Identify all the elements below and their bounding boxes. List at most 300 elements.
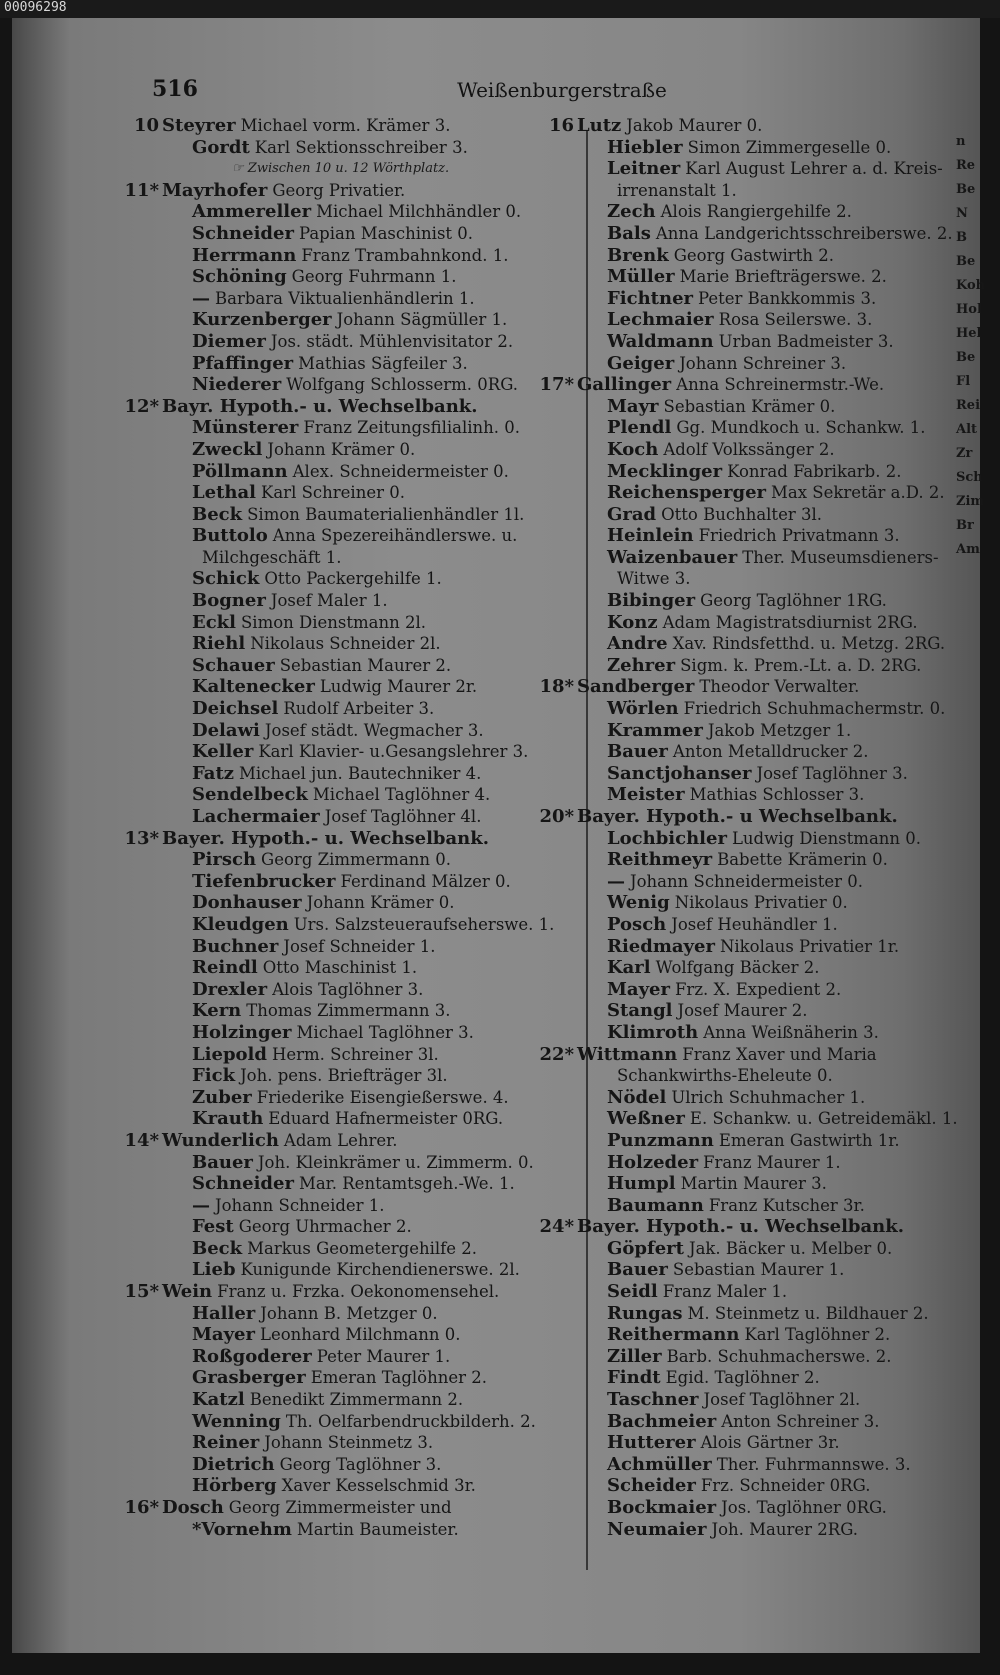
resident-details: Jakob Maurer 0. bbox=[626, 116, 763, 135]
directory-entry bbox=[577, 1108, 967, 1130]
resident-details: Michael Taglöhner 3. bbox=[296, 1022, 474, 1042]
directory-entry bbox=[577, 288, 967, 310]
edge-fragment: Zr bbox=[956, 446, 973, 461]
resident-details: Michael Milchhändler 0. bbox=[316, 202, 522, 222]
resident-name: Drexler bbox=[192, 978, 268, 1000]
directory-entry bbox=[124, 1281, 552, 1303]
edge-fragment: Rei bbox=[956, 398, 981, 413]
resident-name: Niederer bbox=[192, 374, 282, 396]
resident-name: Bals bbox=[607, 222, 651, 244]
scan-top-strip bbox=[0, 0, 1000, 18]
house-number: 16* bbox=[124, 1497, 159, 1518]
resident-details: Frz. Schneider 0RG. bbox=[700, 1476, 871, 1496]
resident-details: Simon Dienstmann 2l. bbox=[241, 612, 427, 632]
resident-details: Egid. Taglöhner 2. bbox=[665, 1368, 820, 1388]
directory-entry bbox=[577, 158, 967, 180]
resident-name: Humpl bbox=[607, 1173, 676, 1195]
directory-entry bbox=[577, 1130, 967, 1152]
resident-details: Urs. Salzsteueraufseherswe. 1. bbox=[293, 914, 555, 934]
resident-name: Stangl bbox=[607, 1000, 673, 1022]
resident-name: Pöllmann bbox=[192, 460, 288, 482]
resident-details: Anton Schreiner 3. bbox=[721, 1411, 880, 1431]
directory-entry bbox=[162, 1303, 552, 1325]
directory-entry bbox=[162, 849, 552, 871]
resident-details: Mathias Schlosser 3. bbox=[689, 785, 865, 805]
resident-name: Hutterer bbox=[607, 1432, 696, 1454]
directory-entry bbox=[162, 525, 552, 547]
resident-details: Simon Zimmergeselle 0. bbox=[687, 137, 892, 157]
resident-name: Pfaffinger bbox=[192, 352, 294, 374]
resident-name: Hörberg bbox=[192, 1475, 277, 1497]
resident-details: Franz Maurer 1. bbox=[703, 1152, 841, 1172]
resident-details: Nikolaus Privatier 1r. bbox=[719, 936, 900, 956]
directory-entry bbox=[577, 612, 967, 634]
directory-entry bbox=[162, 655, 552, 677]
resident-name: — bbox=[192, 1194, 210, 1216]
resident-name: — bbox=[607, 870, 625, 892]
resident-details: Nikolaus Schneider 2l. bbox=[250, 634, 441, 654]
directory-entry bbox=[577, 1367, 967, 1389]
resident-name: Reithermann bbox=[607, 1324, 740, 1346]
resident-details: M. Steinmetz u. Bildhauer 2. bbox=[687, 1303, 929, 1323]
resident-name: Deichsel bbox=[192, 698, 279, 720]
resident-name: Diemer bbox=[192, 330, 266, 352]
house-number: 17* bbox=[539, 374, 574, 396]
resident-details: Papian Maschinist 0. bbox=[298, 223, 474, 243]
resident-name: Münsterer bbox=[192, 417, 299, 439]
resident-details: Karl Taglöhner 2. bbox=[744, 1325, 891, 1345]
directory-entry bbox=[162, 1519, 552, 1541]
resident-name: Fest bbox=[192, 1216, 234, 1238]
resident-name: Brenk bbox=[607, 244, 669, 266]
directory-entry bbox=[577, 914, 967, 936]
edge-fragment: Am bbox=[956, 542, 980, 557]
resident-name: Nödel bbox=[607, 1086, 667, 1108]
resident-name: Sandberger bbox=[577, 676, 695, 698]
resident-details: Markus Geometergehilfe 2. bbox=[247, 1238, 478, 1258]
resident-details: Georg Fuhrmann 1. bbox=[291, 267, 457, 287]
page-number: 516 bbox=[152, 76, 198, 102]
directory-entry bbox=[162, 1173, 552, 1195]
directory-entry bbox=[162, 245, 552, 267]
resident-name: Ziller bbox=[607, 1345, 662, 1367]
resident-name: Wein bbox=[162, 1281, 213, 1303]
directory-entry bbox=[577, 1195, 967, 1217]
resident-name: Bibinger bbox=[607, 590, 696, 612]
directory-entry bbox=[577, 1022, 967, 1044]
directory-entry bbox=[162, 720, 552, 742]
resident-details: Friederike Eisengießerswe. 4. bbox=[256, 1087, 509, 1107]
resident-name: Bogner bbox=[192, 590, 266, 612]
resident-name: Waldmann bbox=[607, 330, 714, 352]
directory-entry bbox=[162, 1259, 552, 1281]
resident-name: Ammereller bbox=[192, 201, 312, 223]
resident-details: Franz Kutscher 3r. bbox=[708, 1195, 865, 1215]
resident-details: Franz Trambahnkond. 1. bbox=[301, 245, 509, 265]
resident-name: — bbox=[192, 287, 210, 309]
resident-details: Thomas Zimmermann 3. bbox=[246, 1001, 451, 1021]
resident-details: Otto Buchhalter 3l. bbox=[661, 504, 822, 524]
resident-details: Georg Uhrmacher 2. bbox=[238, 1217, 412, 1237]
house-number: 13* bbox=[124, 827, 159, 849]
directory-entry bbox=[577, 763, 967, 785]
resident-details: Adam Lehrer. bbox=[283, 1130, 398, 1150]
resident-details: Josef Taglöhner 3. bbox=[756, 763, 908, 783]
resident-details: Josef Taglöhner 4l. bbox=[324, 807, 482, 826]
resident-details: Josef städt. Wegmacher 3. bbox=[264, 720, 484, 740]
resident-details: Josef Schneider 1. bbox=[283, 936, 436, 956]
resident-details: Anna Landgerichtsschreiberswe. 2. bbox=[655, 223, 953, 243]
directory-entry bbox=[162, 633, 552, 655]
resident-details: Jos. Taglöhner 0RG. bbox=[721, 1498, 887, 1517]
edge-fragment: Re bbox=[956, 158, 976, 173]
directory-entry bbox=[577, 439, 967, 461]
directory-entry bbox=[162, 439, 552, 461]
resident-name: Schauer bbox=[192, 654, 275, 676]
right-column bbox=[539, 115, 967, 1540]
directory-entry bbox=[162, 806, 552, 828]
directory-entry bbox=[577, 1346, 967, 1368]
directory-entry bbox=[162, 957, 552, 979]
entry-continuation: Milchgeschäft 1. bbox=[202, 547, 342, 567]
entry-continuation: irrenanstalt 1. bbox=[617, 180, 737, 200]
directory-entry bbox=[577, 461, 967, 483]
resident-name: Mecklinger bbox=[607, 460, 723, 482]
resident-name: Bayer. Hypoth.- u. Wechselbank. bbox=[577, 1216, 904, 1238]
directory-entry bbox=[162, 979, 552, 1001]
resident-details: Ther. Fuhrmannswe. 3. bbox=[716, 1454, 911, 1474]
resident-details: Frz. X. Expedient 2. bbox=[674, 979, 842, 999]
resident-details: Anna Weißnäherin 3. bbox=[703, 1022, 879, 1042]
edge-fragment: Koh bbox=[956, 278, 986, 293]
directory-entry bbox=[539, 806, 967, 828]
house-number: 24* bbox=[539, 1216, 574, 1238]
street-note: ☞ Zwischen 10 u. 12 Wörthplatz. bbox=[232, 161, 450, 177]
resident-name: Neumaier bbox=[607, 1518, 707, 1540]
directory-entry bbox=[162, 223, 552, 245]
resident-name: Mayrhofer bbox=[162, 179, 268, 201]
resident-name: Achmüller bbox=[607, 1453, 712, 1475]
resident-details: Anna Schreinermstr.-We. bbox=[676, 375, 885, 395]
resident-details: Wolfgang Bäcker 2. bbox=[655, 958, 820, 978]
resident-details: Georg Zimmermeister und bbox=[228, 1498, 452, 1517]
house-number: 18* bbox=[539, 676, 574, 698]
resident-name: Wenning bbox=[192, 1410, 281, 1432]
directory-entry bbox=[162, 331, 552, 353]
resident-details: Rudolf Arbeiter 3. bbox=[283, 699, 435, 719]
resident-name: Holzeder bbox=[607, 1151, 699, 1173]
resident-name: Heinlein bbox=[607, 525, 694, 547]
directory-entry bbox=[577, 655, 967, 677]
resident-details: Ludwig Maurer 2r. bbox=[319, 677, 478, 697]
directory-entry bbox=[577, 1454, 967, 1476]
running-head: Weißenburgerstraße bbox=[457, 78, 667, 102]
resident-details: Karl Sektionsschreiber 3. bbox=[254, 137, 468, 157]
directory-entry bbox=[577, 137, 967, 159]
resident-details: Joh. pens. Briefträger 3l. bbox=[240, 1066, 448, 1086]
directory-entry bbox=[162, 676, 552, 698]
resident-name: Seidl bbox=[607, 1281, 658, 1303]
book-page bbox=[12, 18, 986, 1653]
edge-fragment: Br bbox=[956, 518, 974, 533]
resident-name: Leitner bbox=[607, 158, 681, 180]
resident-name: Punzmann bbox=[607, 1129, 714, 1151]
resident-details: Babette Krämerin 0. bbox=[717, 850, 888, 870]
resident-details: Konrad Fabrikarb. 2. bbox=[727, 461, 902, 481]
house-number: 14* bbox=[124, 1129, 159, 1151]
resident-details: Johann B. Metzger 0. bbox=[260, 1303, 438, 1323]
resident-details: Kunigunde Kirchendienerswe. 2l. bbox=[240, 1260, 520, 1280]
directory-entry bbox=[577, 1497, 967, 1519]
resident-details: Emeran Gastwirth 1r. bbox=[718, 1130, 900, 1150]
left-column bbox=[124, 115, 555, 1540]
directory-entry bbox=[124, 827, 552, 850]
directory-entry bbox=[162, 504, 552, 526]
resident-details: Marie Briefträgerswe. 2. bbox=[679, 267, 887, 287]
directory-entry bbox=[577, 331, 967, 353]
resident-details: Josef Maler 1. bbox=[270, 591, 388, 611]
directory-entry bbox=[124, 395, 552, 418]
resident-details: Sebastian Krämer 0. bbox=[663, 396, 836, 416]
resident-name: Haller bbox=[192, 1302, 256, 1324]
resident-name: Bachmeier bbox=[607, 1410, 717, 1432]
directory-entry bbox=[577, 784, 967, 806]
resident-details: Th. Oelfarbendruckbilderh. 2. bbox=[285, 1411, 536, 1431]
resident-name: Beck bbox=[192, 503, 243, 525]
resident-details: Adolf Volkssänger 2. bbox=[663, 439, 835, 459]
resident-name: Gallinger bbox=[577, 374, 672, 396]
resident-name: Gordt bbox=[192, 136, 250, 158]
resident-details: Anton Metalldrucker 2. bbox=[672, 742, 869, 762]
resident-details: Ulrich Schuhmacher 1. bbox=[671, 1087, 866, 1107]
directory-entry bbox=[577, 309, 967, 331]
resident-name: Waizenbauer bbox=[607, 546, 738, 568]
directory-entry bbox=[577, 720, 967, 742]
house-number: 16 bbox=[548, 115, 574, 136]
directory-entry bbox=[162, 871, 552, 893]
directory-entry bbox=[577, 504, 967, 526]
resident-name: Grad bbox=[607, 503, 657, 525]
resident-details: Michael jun. Bautechniker 4. bbox=[239, 763, 482, 783]
directory-entry bbox=[162, 612, 552, 634]
resident-name: Delawi bbox=[192, 719, 260, 741]
resident-name: Mayr bbox=[607, 395, 659, 417]
directory-entry bbox=[162, 374, 552, 396]
directory-entry bbox=[577, 1173, 967, 1195]
directory-entry bbox=[162, 1324, 552, 1346]
resident-details: Josef Heuhändler 1. bbox=[671, 914, 838, 934]
resident-details: Johann Krämer 0. bbox=[267, 439, 416, 459]
directory-entry bbox=[162, 201, 552, 223]
resident-details: Sebastian Maurer 1. bbox=[672, 1260, 845, 1280]
resident-name: Krauth bbox=[192, 1108, 264, 1130]
directory-entry bbox=[162, 892, 552, 914]
resident-details: Johann Krämer 0. bbox=[306, 893, 455, 913]
resident-details: Herm. Schreiner 3l. bbox=[271, 1044, 439, 1064]
directory-entry bbox=[133, 115, 552, 137]
directory-entry bbox=[577, 1152, 967, 1174]
directory-entry bbox=[162, 568, 552, 590]
directory-entry bbox=[162, 1411, 552, 1433]
directory-entry bbox=[539, 1043, 967, 1066]
resident-details: Michael vorm. Krämer 3. bbox=[240, 116, 451, 135]
house-number: 11* bbox=[124, 179, 159, 201]
resident-details: Franz Xaver und Maria bbox=[682, 1044, 877, 1064]
directory-entry bbox=[548, 115, 967, 137]
resident-name: Kern bbox=[192, 1000, 242, 1022]
directory-entry bbox=[577, 201, 967, 223]
entry-continuation: Witwe 3. bbox=[617, 569, 691, 589]
resident-details: Karl Schreiner 0. bbox=[261, 483, 405, 503]
directory-entry bbox=[577, 1519, 967, 1541]
directory-entry bbox=[577, 1000, 967, 1022]
resident-details: Karl Klavier- u.Gesangslehrer 3. bbox=[258, 742, 529, 762]
resident-details: Georg Taglöhner 3. bbox=[279, 1454, 442, 1474]
house-number: 12* bbox=[124, 395, 159, 417]
resident-details: Joh. Maurer 2RG. bbox=[711, 1519, 859, 1539]
directory-entry bbox=[124, 1497, 552, 1519]
directory-entry bbox=[162, 1152, 552, 1174]
resident-details: Eduard Hafnermeister 0RG. bbox=[268, 1109, 504, 1129]
resident-name: Müller bbox=[607, 266, 675, 288]
resident-name: Lieb bbox=[192, 1259, 236, 1281]
resident-name: Dietrich bbox=[192, 1453, 275, 1475]
resident-details: Xaver Kesselschmid 3r. bbox=[281, 1476, 476, 1496]
directory-entry bbox=[577, 1281, 967, 1303]
directory-entry bbox=[162, 1195, 552, 1217]
directory-entry bbox=[162, 309, 552, 331]
directory-entry bbox=[162, 417, 552, 439]
resident-name: Wunderlich bbox=[162, 1129, 279, 1151]
directory-entry bbox=[162, 1389, 552, 1411]
resident-name: Konz bbox=[607, 611, 658, 633]
resident-name: Scheider bbox=[607, 1475, 696, 1497]
resident-details: Peter Bankkommis 3. bbox=[698, 288, 877, 308]
resident-name: Karl bbox=[607, 957, 651, 979]
directory-entry bbox=[577, 871, 967, 893]
resident-name: Plendl bbox=[607, 417, 672, 439]
resident-name: Steyrer bbox=[162, 115, 236, 136]
resident-details: Joh. Kleinkrämer u. Zimmerm. 0. bbox=[257, 1152, 534, 1172]
directory-entry bbox=[577, 1087, 967, 1109]
resident-name: Schneider bbox=[192, 1173, 294, 1195]
resident-details: Jakob Metzger 1. bbox=[707, 720, 852, 740]
resident-name: Mayer bbox=[607, 978, 670, 1000]
resident-details: Franz Zeitungsfilialinh. 0. bbox=[303, 418, 521, 438]
resident-name: Schneider bbox=[192, 222, 294, 244]
resident-name: Wittmann bbox=[577, 1043, 678, 1065]
resident-details: E. Schankw. u. Getreidemäkl. 1. bbox=[689, 1109, 958, 1129]
directory-entry bbox=[577, 482, 967, 504]
resident-details: Johann Steinmetz 3. bbox=[264, 1433, 434, 1453]
resident-name: Lechmaier bbox=[607, 309, 714, 331]
resident-details: Urban Badmeister 3. bbox=[718, 331, 894, 351]
resident-name: Beck bbox=[192, 1237, 243, 1259]
entry-continuation: Schankwirths-Eheleute 0. bbox=[617, 1066, 833, 1086]
resident-name: Riehl bbox=[192, 633, 246, 655]
directory-entry bbox=[124, 179, 552, 202]
directory-entry bbox=[162, 1475, 552, 1497]
directory-entry bbox=[577, 353, 967, 375]
directory-entry bbox=[577, 849, 967, 871]
resident-details: Theodor Verwalter. bbox=[699, 677, 860, 697]
directory-entry bbox=[577, 1324, 967, 1346]
resident-name: Eckl bbox=[192, 611, 236, 633]
directory-entry bbox=[577, 525, 967, 547]
resident-name: Pirsch bbox=[192, 849, 257, 871]
resident-details: Johann Schneider 1. bbox=[215, 1195, 385, 1215]
directory-entry bbox=[162, 1454, 552, 1476]
resident-name: Bockmaier bbox=[607, 1497, 717, 1518]
directory-entry bbox=[162, 936, 552, 958]
resident-details: Wolfgang Schlosserm. 0RG. bbox=[286, 375, 519, 395]
resident-name: Katzl bbox=[192, 1389, 245, 1411]
resident-name: Mayer bbox=[192, 1324, 255, 1346]
house-number: 10 bbox=[133, 115, 159, 136]
resident-name: Reichensperger bbox=[607, 482, 767, 504]
resident-details: Friedrich Schuhmachermstr. 0. bbox=[683, 699, 946, 719]
directory-entry bbox=[577, 698, 967, 720]
resident-name: Wenig bbox=[607, 892, 670, 914]
resident-details: Georg Zimmermann 0. bbox=[261, 850, 452, 870]
resident-details: Simon Baumaterialienhändler 1l. bbox=[247, 504, 525, 524]
resident-name: Bayer. Hypoth.- u. Wechselbank. bbox=[162, 827, 489, 849]
directory-entry bbox=[162, 1022, 552, 1044]
edge-fragment: Fl bbox=[956, 374, 971, 389]
directory-entry bbox=[162, 913, 555, 936]
directory-entry bbox=[162, 266, 552, 288]
resident-details: Ludwig Dienstmann 0. bbox=[731, 828, 922, 848]
directory-entry bbox=[577, 936, 967, 958]
directory-entry bbox=[577, 417, 967, 439]
resident-name: Zehrer bbox=[607, 654, 676, 676]
resident-details: Georg Gastwirth 2. bbox=[673, 245, 834, 265]
resident-name: Koch bbox=[607, 438, 659, 460]
directory-entry bbox=[162, 741, 552, 763]
directory-entry bbox=[577, 1303, 967, 1325]
resident-details: Karl August Lehrer a. d. Kreis- bbox=[685, 159, 943, 179]
scan-id: 00096298 bbox=[4, 0, 67, 15]
edge-fragment: Be bbox=[956, 254, 976, 269]
directory-entry bbox=[124, 1129, 552, 1152]
resident-details: Friedrich Privatmann 3. bbox=[698, 526, 900, 546]
directory-entry bbox=[577, 223, 967, 245]
directory-entry bbox=[162, 1238, 552, 1260]
edge-fragment: Sch bbox=[956, 470, 983, 485]
directory-entry bbox=[162, 1044, 552, 1066]
resident-details: Johann Sägmüller 1. bbox=[336, 310, 508, 330]
resident-name: Bauer bbox=[607, 1259, 668, 1281]
resident-name: Lutz bbox=[577, 115, 622, 136]
resident-details: Gg. Mundkoch u. Schankw. 1. bbox=[676, 418, 926, 438]
resident-details: Michael Taglöhner 4. bbox=[312, 785, 491, 805]
edge-fragment: Alt bbox=[956, 422, 978, 437]
resident-details: Max Sekretär a.D. 2. bbox=[771, 483, 945, 503]
directory-entry bbox=[577, 547, 967, 569]
resident-name: Dosch bbox=[162, 1497, 224, 1518]
resident-name: Zech bbox=[607, 201, 656, 223]
resident-name: Reiner bbox=[192, 1432, 260, 1454]
directory-entry bbox=[577, 1389, 967, 1411]
resident-details: Franz u. Frzka. Oekonomensehel. bbox=[217, 1282, 500, 1302]
edge-fragment: n bbox=[956, 134, 966, 149]
resident-details: Nikolaus Privatier 0. bbox=[674, 893, 848, 913]
directory-entry bbox=[162, 461, 552, 483]
resident-details: Jak. Bäcker u. Melber 0. bbox=[688, 1238, 893, 1258]
resident-details: Alois Rangiergehilfe 2. bbox=[660, 202, 852, 222]
resident-name: Andre bbox=[607, 633, 668, 655]
resident-details: Alex. Schneidermeister 0. bbox=[292, 461, 509, 481]
